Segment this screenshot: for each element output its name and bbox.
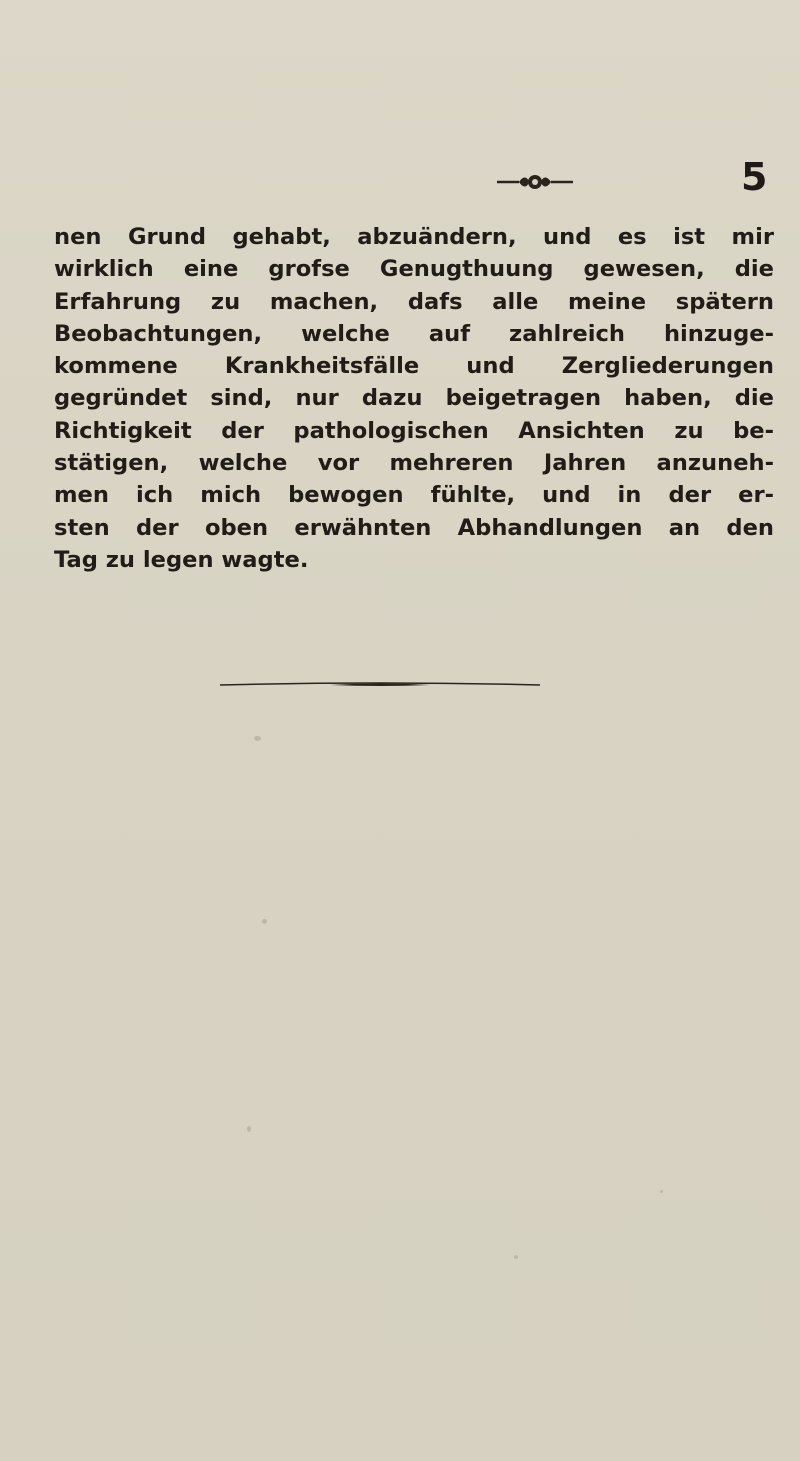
text-line-11: Tag zu legen wagte.	[54, 546, 309, 573]
text-line-3: Erfahrung zu machen, dafs alle meine spätern	[54, 288, 774, 315]
paper-speck	[514, 1255, 518, 1259]
text-line-8: stätigen, welche vor mehreren Jahren anzuneh-	[54, 450, 774, 477]
paper-speck	[660, 1190, 663, 1193]
horizontal-rule-icon	[220, 680, 540, 690]
paper-speck	[247, 1126, 251, 1132]
text-line-7: Richtigkeit der pathologischen Ansichten zu be-	[54, 417, 774, 444]
text-line-1: nen Grund gehabt, abzuändern, und es ist mir	[54, 224, 774, 250]
paper-speck	[254, 736, 261, 741]
text-line-9: men ich mich bewogen fühlte, und in der er-	[54, 482, 774, 509]
text-line-2: wirklich eine grofse Genugthuung gewesen, die	[54, 256, 774, 283]
text-line-5: kommene Krankheitsfälle und Zergliederungen	[54, 353, 774, 380]
body-paragraph	[54, 221, 774, 576]
paper-speck	[262, 919, 267, 924]
text-line-10: sten der oben erwähnten Abhandlungen an den	[54, 514, 774, 541]
page-number: 5	[741, 155, 768, 199]
text-line-6: gegründet sind, nur dazu beigetragen haben, die	[54, 385, 774, 412]
ornament-icon	[495, 170, 575, 194]
text-line-4: Beobachtungen, welche auf zahlreich hinzuge-	[54, 320, 774, 347]
